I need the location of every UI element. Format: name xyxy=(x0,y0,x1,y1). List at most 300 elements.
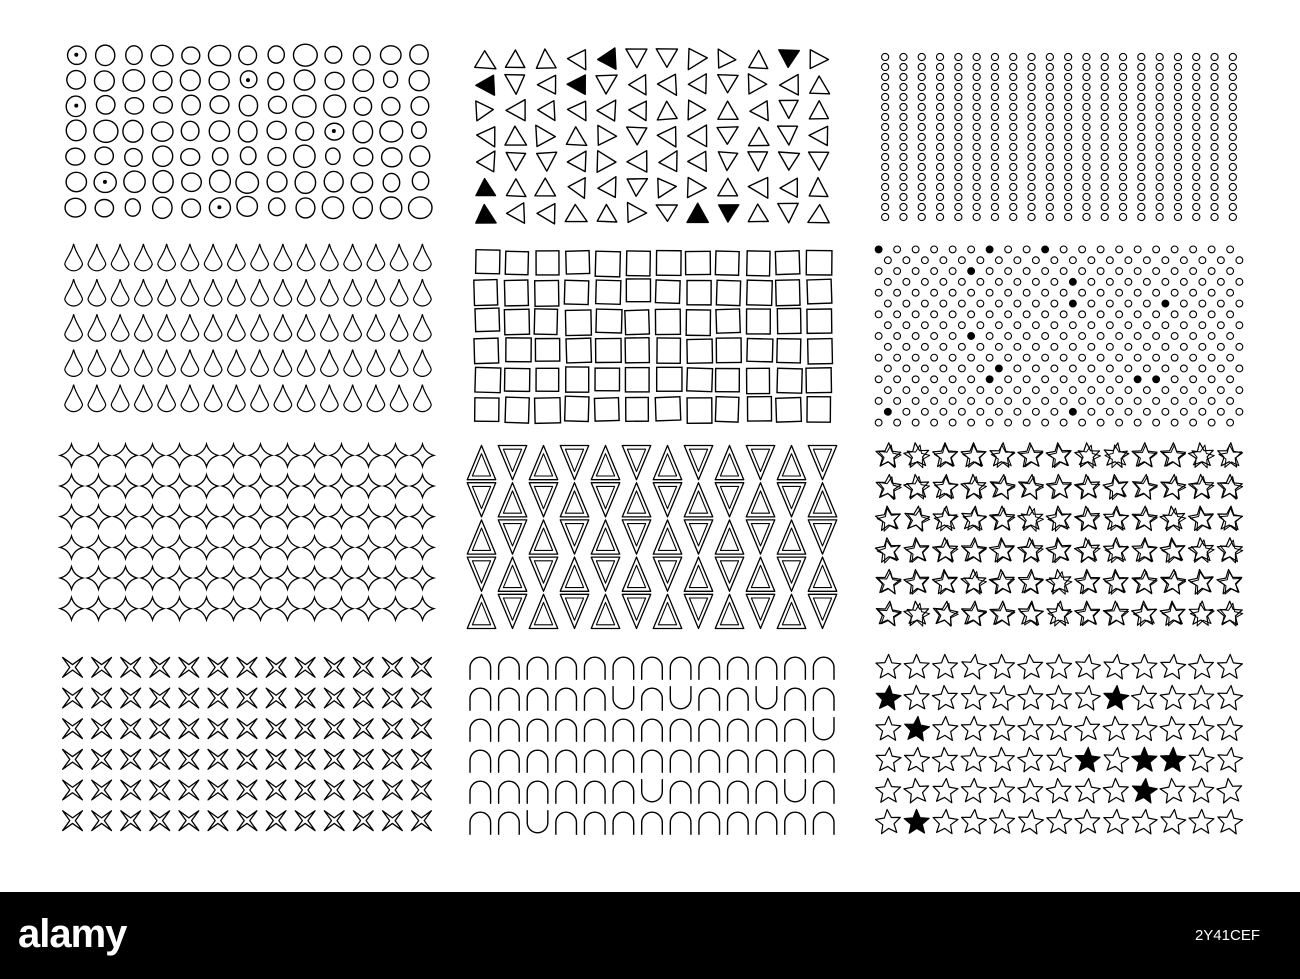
dot-mark xyxy=(1211,103,1218,110)
dot-mark xyxy=(1138,133,1145,140)
arch-mark xyxy=(813,781,834,803)
drop-mark xyxy=(344,279,362,306)
dot-mark xyxy=(903,387,910,394)
arch-mark xyxy=(785,688,806,710)
circle-mark xyxy=(239,46,257,65)
dot-mark xyxy=(882,143,889,150)
square-mark xyxy=(596,338,622,362)
dot-mark xyxy=(936,193,943,200)
dot-mark xyxy=(1199,343,1206,350)
star-mark xyxy=(933,475,958,499)
dot-mark xyxy=(1208,289,1215,296)
dot-mark xyxy=(991,163,998,170)
dot-mark xyxy=(1229,163,1236,170)
drop-mark xyxy=(274,244,292,271)
triangle-mark xyxy=(467,557,496,591)
triangle-mark xyxy=(626,49,647,68)
circle-mark xyxy=(66,148,85,165)
dot-mark xyxy=(1046,133,1053,140)
arch-mark xyxy=(527,719,548,741)
x-mark xyxy=(266,811,286,831)
dot-mark xyxy=(973,83,980,90)
square-mark xyxy=(594,398,619,421)
triangle-mark xyxy=(779,100,798,118)
dot-mark xyxy=(1010,133,1017,140)
dot-mark xyxy=(1211,63,1218,70)
plus-mark xyxy=(276,597,299,620)
dot-mark xyxy=(1138,113,1145,120)
star-mark xyxy=(1018,716,1043,740)
dot-mark xyxy=(986,289,993,296)
dot-mark xyxy=(931,311,938,318)
dot-mark xyxy=(1106,387,1113,394)
square-mark xyxy=(687,339,713,363)
dot-mark xyxy=(936,93,943,100)
dot-mark xyxy=(1069,343,1076,350)
dot-mark xyxy=(882,123,889,130)
dot-mark xyxy=(995,257,1002,264)
star-mark xyxy=(990,475,1015,500)
image-id: 2Y41CEF xyxy=(1194,927,1260,944)
dot-mark xyxy=(1101,153,1108,160)
triangle-mark xyxy=(507,203,525,223)
dot-mark xyxy=(1046,183,1053,190)
drop-mark xyxy=(367,349,385,376)
dot-mark xyxy=(1229,203,1236,210)
dot-mark xyxy=(1180,257,1187,264)
dot-mark xyxy=(1134,268,1141,275)
dot-mark xyxy=(1065,83,1072,90)
dot-mark xyxy=(977,343,984,350)
dot-mark xyxy=(884,322,891,329)
star-mark xyxy=(1104,443,1129,468)
dot-mark xyxy=(1125,278,1132,285)
dot-mark xyxy=(1010,103,1017,110)
star-mark xyxy=(1132,686,1157,710)
dot-mark xyxy=(1106,408,1113,415)
dot-mark xyxy=(1134,289,1141,296)
star-mark xyxy=(1046,570,1072,595)
circle-mark xyxy=(123,120,143,142)
dot-mark xyxy=(1153,268,1160,275)
dot-mark xyxy=(955,143,962,150)
circle-mark xyxy=(384,71,398,87)
square-mark xyxy=(504,280,528,306)
triangle-mark xyxy=(684,483,713,517)
dot-mark xyxy=(1125,322,1132,329)
dot-mark xyxy=(955,173,962,180)
plus-mark xyxy=(222,505,245,528)
square-mark xyxy=(687,280,711,304)
star-mark xyxy=(989,538,1014,563)
dot-mark xyxy=(986,246,993,253)
triangle-mark xyxy=(719,205,739,222)
dot-mark xyxy=(1236,387,1243,394)
circle-mark xyxy=(351,173,372,193)
arch-mark xyxy=(813,657,834,679)
dot-mark xyxy=(1180,343,1187,350)
drop-mark xyxy=(228,279,246,306)
dot-mark xyxy=(995,278,1002,285)
dot-mark xyxy=(1069,278,1076,285)
dot-mark xyxy=(1046,53,1053,60)
arch-mark xyxy=(613,719,634,741)
dot-mark xyxy=(973,113,980,120)
dot-mark xyxy=(931,419,938,426)
dot-mark xyxy=(894,246,901,253)
dot-mark xyxy=(1211,173,1218,180)
dot-mark xyxy=(1051,300,1058,307)
drop-mark xyxy=(367,279,385,306)
square-mark xyxy=(806,250,832,275)
triangle-mark xyxy=(777,483,806,517)
dot-mark xyxy=(955,133,962,140)
x-mark xyxy=(412,688,432,708)
drop-mark xyxy=(135,244,153,271)
star-mark xyxy=(1103,601,1128,625)
dot-mark xyxy=(991,63,998,70)
triangle-mark xyxy=(535,178,556,196)
triangle-mark xyxy=(808,445,837,479)
dot-mark xyxy=(1065,123,1072,130)
plus-mark xyxy=(195,444,218,467)
dot-mark xyxy=(918,203,925,210)
dot-mark xyxy=(875,289,882,296)
star-mark xyxy=(1189,716,1214,740)
dot-mark xyxy=(1028,83,1035,90)
dot-mark xyxy=(884,278,891,285)
drop-mark xyxy=(297,279,315,306)
plus-mark xyxy=(249,567,272,590)
triangle-mark xyxy=(498,520,527,554)
dot-mark xyxy=(1060,289,1067,296)
dot-mark xyxy=(1119,213,1126,220)
dot-mark xyxy=(884,387,891,394)
triangle-mark xyxy=(591,594,620,628)
dot-mark xyxy=(1069,387,1076,394)
square-mark xyxy=(716,338,741,363)
dot-mark xyxy=(1138,183,1145,190)
dot-mark xyxy=(1119,133,1126,140)
star-mark xyxy=(1047,809,1072,833)
panel-small-circles xyxy=(882,53,1237,220)
dot-mark xyxy=(1119,53,1126,60)
triangle-mark xyxy=(598,177,616,198)
drop-mark xyxy=(135,349,153,376)
star-mark xyxy=(1132,538,1157,562)
dot-mark xyxy=(1097,376,1104,383)
plus-mark xyxy=(60,444,83,467)
dot-mark xyxy=(1042,376,1049,383)
dot-mark xyxy=(1119,153,1126,160)
triangle-mark xyxy=(529,445,558,479)
dot-mark xyxy=(1065,103,1072,110)
plus-mark xyxy=(411,444,434,467)
dot-mark xyxy=(894,311,901,318)
dot-mark xyxy=(1171,333,1178,340)
star-mark xyxy=(1218,686,1243,710)
dot-mark xyxy=(921,387,928,394)
x-mark xyxy=(63,688,83,708)
circle-mark xyxy=(153,71,172,90)
arch-mark xyxy=(499,719,520,741)
star-mark xyxy=(1104,506,1129,530)
star-mark xyxy=(1217,779,1242,804)
circle-mark xyxy=(95,147,113,164)
triangle-mark xyxy=(658,74,677,95)
square-mark xyxy=(747,251,770,276)
dot-mark xyxy=(973,183,980,190)
triangle-mark xyxy=(715,520,744,554)
square-mark xyxy=(564,280,588,304)
dot-mark xyxy=(1065,53,1072,60)
dot-mark xyxy=(1153,419,1160,426)
triangle-mark xyxy=(688,178,707,198)
star-mark xyxy=(933,506,958,531)
dot-mark xyxy=(1014,408,1021,415)
circle-mark xyxy=(126,46,142,65)
dot-mark xyxy=(1156,123,1163,130)
star-mark xyxy=(876,654,901,678)
dot-mark xyxy=(1156,133,1163,140)
arch-mark xyxy=(470,657,491,679)
dot-mark xyxy=(1138,123,1145,130)
dot-mark xyxy=(973,213,980,220)
arch-mark xyxy=(756,687,777,709)
drop-mark xyxy=(158,385,176,412)
x-mark xyxy=(92,780,112,800)
dot-mark xyxy=(882,153,889,160)
dot-mark xyxy=(1028,93,1035,100)
star-mark xyxy=(989,747,1014,771)
dot-mark xyxy=(1171,246,1178,253)
dot-mark xyxy=(1180,278,1187,285)
triangle-mark xyxy=(717,127,738,144)
dot-mark xyxy=(1229,193,1236,200)
dot-mark xyxy=(1134,354,1141,361)
star-mark xyxy=(1046,685,1071,709)
star-mark xyxy=(876,686,901,710)
star-mark xyxy=(1019,601,1044,625)
x-mark xyxy=(324,719,344,739)
dot-mark xyxy=(1211,133,1218,140)
star-mark xyxy=(961,778,986,802)
star-mark xyxy=(932,748,957,772)
dot-mark xyxy=(1032,257,1039,264)
dot-mark xyxy=(1023,333,1030,340)
panel-triangles xyxy=(475,48,830,224)
triangle-mark xyxy=(748,204,768,222)
star-mark xyxy=(1132,506,1157,530)
triangle-mark xyxy=(467,483,496,517)
dot-mark xyxy=(1229,173,1236,180)
drop-mark xyxy=(414,385,432,412)
triangle-mark xyxy=(560,520,589,554)
triangle-mark xyxy=(718,152,737,171)
star-mark xyxy=(1047,654,1072,678)
dot-mark xyxy=(912,376,919,383)
dot-mark xyxy=(1156,113,1163,120)
dot-mark xyxy=(1032,408,1039,415)
drop-mark xyxy=(181,244,199,271)
x-mark xyxy=(179,811,199,831)
dot-mark xyxy=(1236,278,1243,285)
dot-mark xyxy=(918,93,925,100)
dot-mark xyxy=(1088,408,1095,415)
star-mark xyxy=(1160,685,1185,709)
star-mark xyxy=(961,685,986,709)
dot-mark xyxy=(1116,289,1123,296)
triangle-mark xyxy=(505,50,524,68)
plus-mark xyxy=(249,536,272,559)
triangle-mark xyxy=(560,483,589,517)
star-mark xyxy=(961,569,987,594)
dot-mark xyxy=(940,257,947,264)
x-mark xyxy=(150,780,170,800)
dot-mark xyxy=(991,133,998,140)
dot-mark xyxy=(903,278,910,285)
x-mark xyxy=(63,657,83,677)
dot-mark xyxy=(1065,193,1072,200)
dot-mark xyxy=(1134,419,1141,426)
arch-mark xyxy=(699,688,720,710)
star-mark xyxy=(961,747,986,771)
triangle-mark xyxy=(715,445,744,479)
dot-mark xyxy=(900,163,907,170)
drop-mark xyxy=(321,349,339,376)
star-mark xyxy=(876,810,901,834)
dot-mark xyxy=(1125,257,1132,264)
dot-mark xyxy=(1097,354,1104,361)
dot-mark xyxy=(958,387,965,394)
x-mark xyxy=(63,749,83,769)
dot-mark xyxy=(1010,193,1017,200)
arch-mark xyxy=(642,812,663,834)
drop-mark xyxy=(111,349,129,376)
x-mark xyxy=(179,719,199,739)
triangle-mark xyxy=(809,178,828,197)
star-mark xyxy=(1132,747,1157,771)
star-mark xyxy=(933,810,958,834)
dot-mark xyxy=(882,63,889,70)
dot-mark xyxy=(1119,103,1126,110)
dot-mark xyxy=(991,73,998,80)
triangle-mark xyxy=(536,49,556,68)
star-mark xyxy=(1132,443,1157,467)
dot-mark xyxy=(1171,419,1178,426)
dot-mark xyxy=(986,398,993,405)
star-mark xyxy=(1075,747,1100,771)
triangle-mark xyxy=(657,101,677,120)
dot-mark xyxy=(968,246,975,253)
triangle-mark xyxy=(688,125,707,147)
triangle-mark xyxy=(598,125,617,145)
dot-mark xyxy=(1046,203,1053,210)
x-mark xyxy=(412,811,432,831)
dot-mark xyxy=(1083,73,1090,80)
dot-mark xyxy=(1211,193,1218,200)
plus-mark xyxy=(60,475,83,498)
panel-circles xyxy=(65,44,432,219)
circle-mark xyxy=(237,196,257,216)
arch-mark xyxy=(699,657,720,679)
plus-mark xyxy=(141,567,164,590)
x-mark xyxy=(353,719,373,739)
arch-mark xyxy=(527,781,548,803)
star-mark xyxy=(1218,443,1243,468)
drop-mark xyxy=(65,279,83,306)
dot-mark xyxy=(991,113,998,120)
plus-mark xyxy=(276,475,299,498)
dot-mark xyxy=(949,398,956,405)
dot-mark xyxy=(1014,257,1021,264)
dot-mark xyxy=(882,53,889,60)
x-mark xyxy=(353,780,373,800)
square-mark xyxy=(626,279,650,302)
dot-mark xyxy=(1060,398,1067,405)
dot-mark xyxy=(940,278,947,285)
dot-mark xyxy=(955,53,962,60)
dot-mark xyxy=(931,398,938,405)
square-mark xyxy=(685,251,710,274)
drop-mark xyxy=(204,279,222,306)
dot-mark xyxy=(1097,311,1104,318)
drop-mark xyxy=(135,385,153,412)
star-mark xyxy=(904,685,929,709)
dot-mark xyxy=(1106,257,1113,264)
dot-mark xyxy=(1162,300,1169,307)
dot-mark xyxy=(1051,387,1058,394)
star-mark xyxy=(1075,809,1100,833)
dot-mark xyxy=(1106,365,1113,372)
star-mark xyxy=(1018,538,1043,562)
plus-mark xyxy=(168,444,191,467)
dot-mark xyxy=(1023,419,1030,426)
star-mark xyxy=(1018,778,1043,802)
star-mark xyxy=(1188,570,1213,595)
dot-mark xyxy=(918,193,925,200)
drop-mark xyxy=(111,279,129,306)
star-mark xyxy=(876,778,901,802)
square-mark xyxy=(536,251,559,275)
arch-mark xyxy=(584,657,605,679)
square-mark xyxy=(595,368,620,391)
dot-mark xyxy=(1211,73,1218,80)
dot-mark xyxy=(918,133,925,140)
square-mark xyxy=(505,368,530,391)
circle-mark xyxy=(96,96,115,115)
arch-mark xyxy=(699,781,720,803)
dot-mark xyxy=(1065,133,1072,140)
circle-mark xyxy=(267,172,287,192)
circle-mark xyxy=(96,45,115,65)
dot-mark xyxy=(991,83,998,90)
x-mark xyxy=(208,719,228,739)
arch-mark xyxy=(499,781,520,803)
dot-mark xyxy=(936,73,943,80)
dot-mark xyxy=(1190,398,1197,405)
dot-mark xyxy=(1083,133,1090,140)
square-mark xyxy=(655,309,680,334)
arch-mark xyxy=(642,780,663,802)
star-mark xyxy=(1188,443,1214,468)
star-mark xyxy=(1161,747,1186,771)
star-mark xyxy=(1104,686,1129,710)
circle-mark xyxy=(66,172,86,191)
x-mark xyxy=(150,657,170,677)
dot-mark xyxy=(1010,153,1017,160)
star-mark xyxy=(1218,506,1243,530)
